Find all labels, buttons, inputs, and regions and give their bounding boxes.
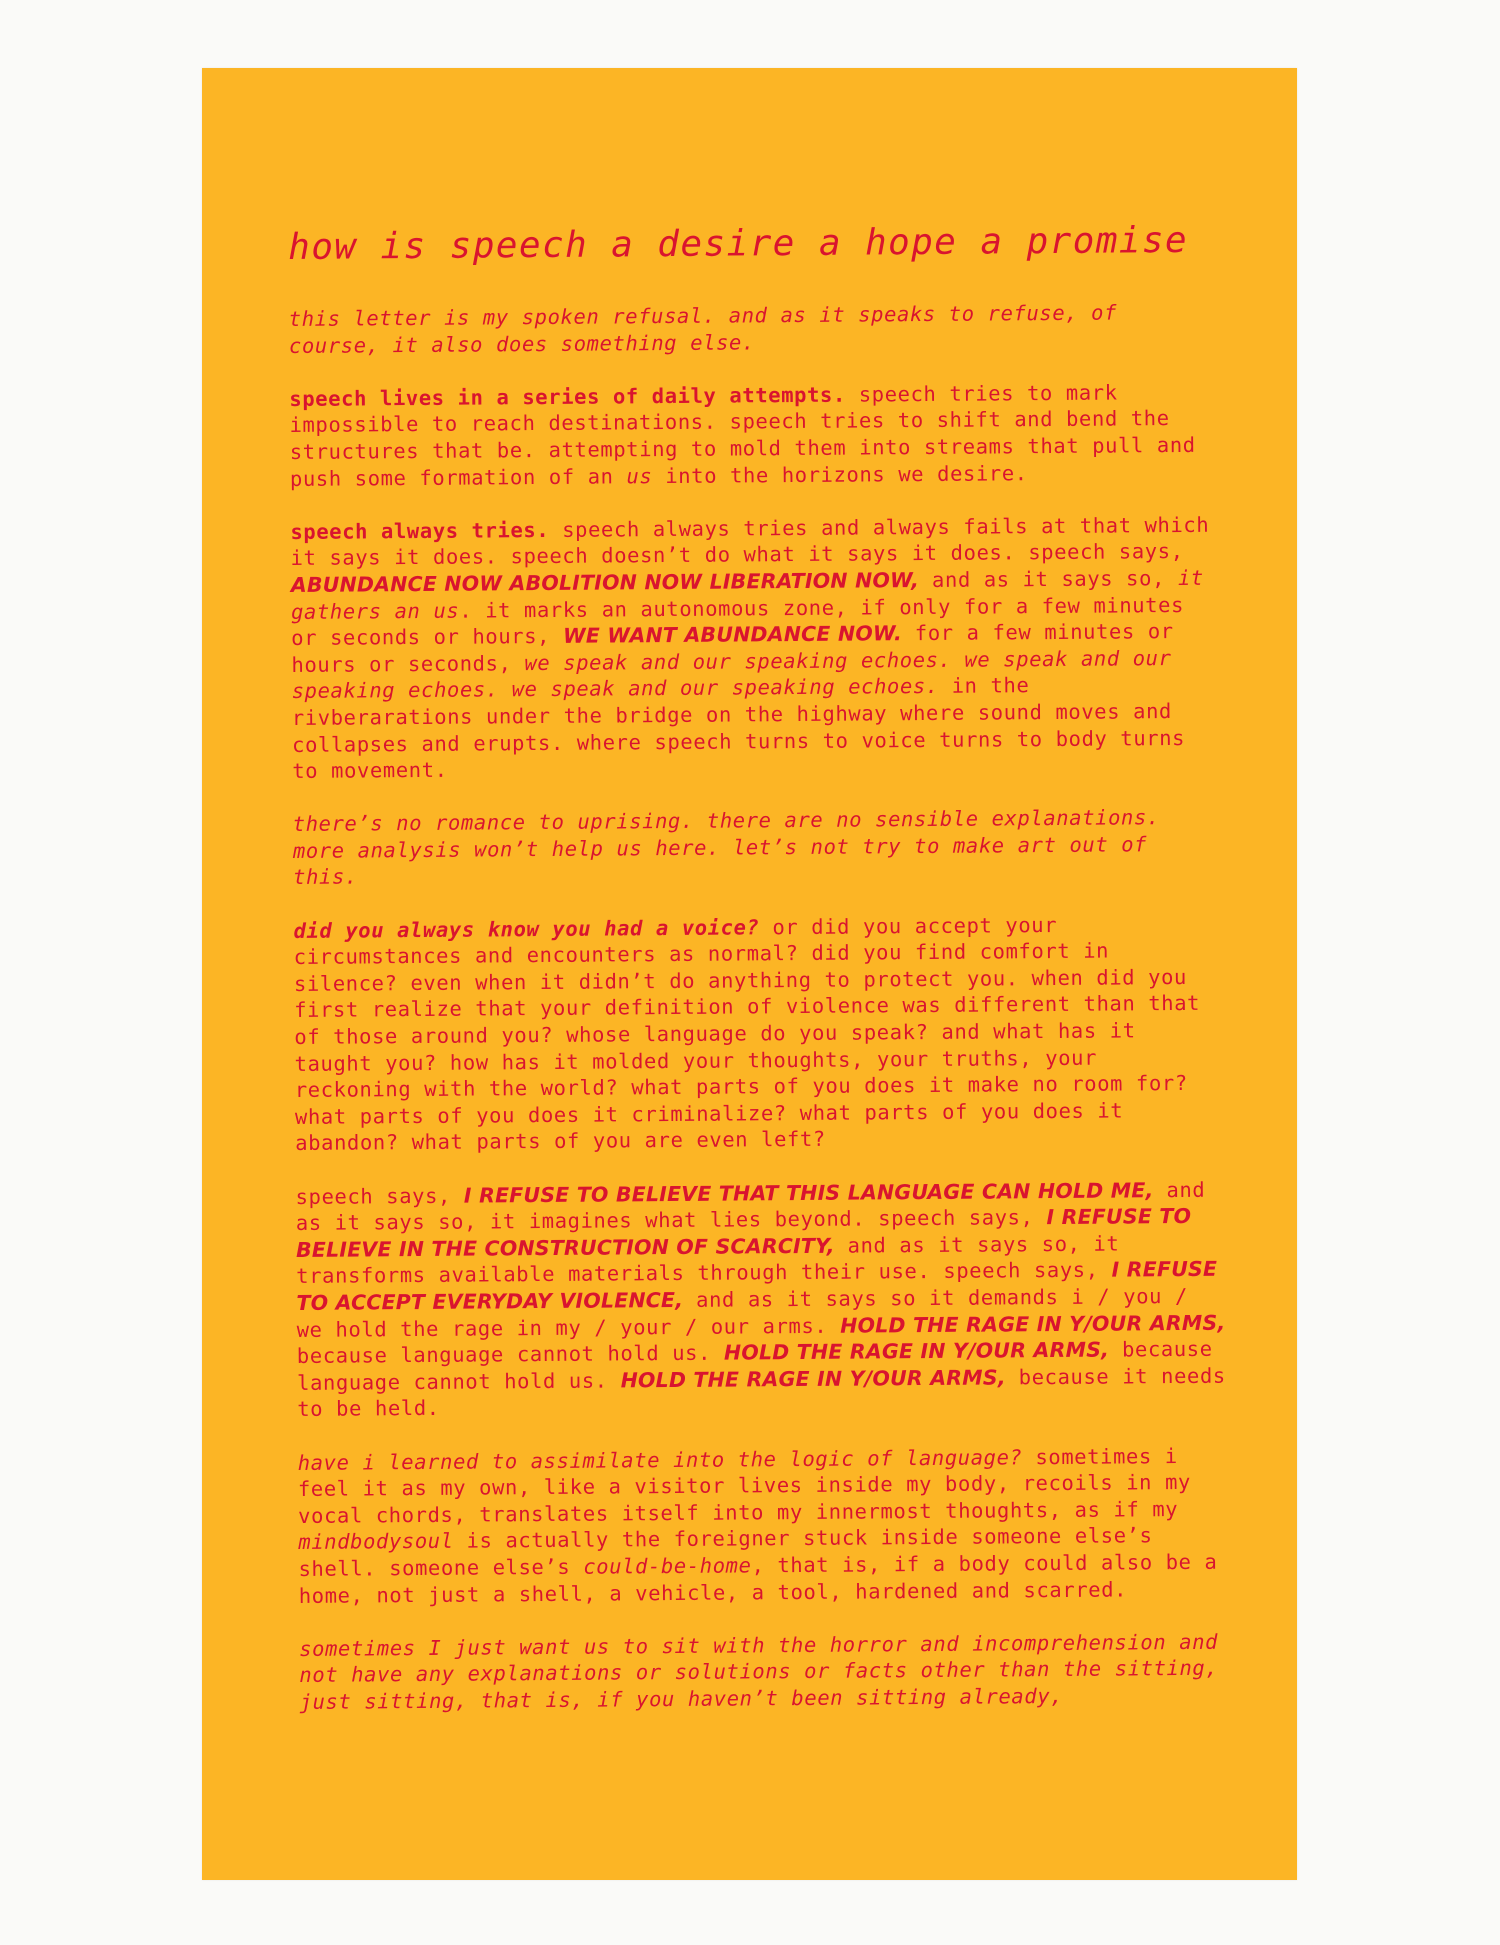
paragraph-assimilate bbox=[298, 1442, 1229, 1609]
text: is actually the foreigner stuck inside someone else’s shell. someone else’s bbox=[298, 1523, 1153, 1581]
printed-sheet bbox=[202, 68, 1297, 1880]
text: and as it says so it demands i / you / we hold the rage in my / your / our arms. bbox=[296, 1283, 1189, 1342]
paragraph-speech-says bbox=[296, 1176, 1228, 1423]
text: speech says, bbox=[295, 1183, 464, 1209]
shout-phrase: WE WANT ABUNDANCE NOW. bbox=[562, 621, 903, 648]
lead-phrase: did you always know you had a voice? bbox=[293, 914, 760, 943]
emphasis: we speak and our speaking echoes. we speak and our speaking echoes. we speak and our speaking echoes. bbox=[291, 645, 1172, 704]
emphasis: it gathers an us bbox=[290, 565, 1204, 624]
shout-phrase: HOLD THE RAGE IN Y/OUR ARMS, bbox=[723, 1337, 1110, 1365]
text: sometimes i feel it as my own, like a visitor lives inside my body, recoils in my vocal chords, translates itself into my innermost thoughts, as if my bbox=[297, 1443, 1192, 1528]
lead-phrase: speech lives in a series of daily attempts. bbox=[289, 382, 846, 411]
text: , that is, if a body could also be a home, not just a shell, a vehicle, a tool, hardened and scarred. bbox=[298, 1549, 1218, 1608]
paragraph-daily-attempts bbox=[289, 378, 1220, 492]
text: there’s no romance to uprising. there are no sensible explanations. more analysis won’t help us here. let’s not try to make art out of this. bbox=[292, 805, 1160, 890]
letter-body bbox=[288, 219, 1230, 1742]
paragraph-sitting bbox=[299, 1628, 1230, 1715]
text: or did you accept your circumstances and encounters as normal? did you find comfort in silence? even when it didn’t do anything to protect you. when did you first realize that your definition of violence was different than that of those around you? whose language do you speak? and what has it taught you? how has it molded your thoughts, your truths, your reckoning with the world? what parts of you does it make no room for? what parts of you does it criminalize? what parts of you does it abandon? what parts of you are even left? bbox=[293, 912, 1201, 1156]
shout-phrase: HOLD THE RAGE IN Y/OUR ARMS, bbox=[620, 1365, 1006, 1393]
emphasis: have i learned to assimilate into the logic of language? bbox=[297, 1444, 1023, 1475]
emphasis: us bbox=[626, 463, 653, 488]
emphasis: could-be-home bbox=[583, 1553, 752, 1579]
text: and as it says so, it transforms available materials through their use. speech says, bbox=[296, 1231, 1120, 1289]
paragraph-voice-questions bbox=[293, 910, 1225, 1157]
shout-phrase: I REFUSE TO BELIEVE IN THE CONSTRUCTION OF SCARCITY, bbox=[295, 1204, 1192, 1262]
text: and as it says so, bbox=[918, 565, 1178, 592]
text: because language cannot hold us. bbox=[296, 1336, 1213, 1395]
emphasis: mindbodysoul bbox=[298, 1529, 454, 1555]
text: for a few minutes or hours or seconds, bbox=[291, 619, 1174, 677]
paragraph-spoken-refusal bbox=[289, 299, 1219, 359]
paragraph-no-romance bbox=[293, 804, 1224, 891]
text: in the rivberarations under the bridge on the highway where sound moves and collapses and erupts. where speech turns to voice turns to body turns to movement. bbox=[291, 673, 1186, 784]
page-title: how is speech a desire a hope a promise bbox=[288, 219, 1189, 268]
lead-phrase: speech always tries. bbox=[290, 517, 550, 544]
text: because language cannot hold us. bbox=[296, 1340, 725, 1369]
text: . it marks an autonomous zone, if only for a few minutes or seconds or hours, bbox=[291, 592, 1185, 651]
text: sometimes I just want us to sit with the horror and incomprehension and not have any explanations or solutions or facts other than the sitting, just sitting, that is, if you haven’t been sitting already, bbox=[299, 1629, 1219, 1714]
text: into the horizons we desire. bbox=[652, 460, 1028, 488]
text: speech tries to mark impossible to reach destinations. speech tries to shift and bend the structures that be. attempting to mold them into streams that pull and push some formation of an bbox=[289, 380, 1196, 491]
text: because it needs to be held. bbox=[297, 1363, 1226, 1422]
shout-phrase: I REFUSE TO ACCEPT EVERYDAY VIOLENCE, bbox=[296, 1257, 1218, 1315]
text: this letter is my spoken refusal. and as it speaks to refuse, of course, it also does something else. bbox=[288, 300, 1118, 358]
shout-phrase: I REFUSE TO BELIEVE THAT THIS LANGUAGE CAN HOLD ME, bbox=[463, 1177, 1154, 1208]
text: and as it says so, it imagines what lies beyond. speech says, bbox=[295, 1177, 1206, 1236]
paragraph-speech-always-tries bbox=[290, 511, 1222, 784]
text: speech always tries and always fails at that which it says it does. speech doesn’t do what it says it does. speech says, bbox=[290, 512, 1210, 571]
shout-phrase: HOLD THE RAGE IN Y/OUR ARMS, bbox=[840, 1310, 1226, 1338]
shout-phrase: ABUNDANCE NOW ABOLITION NOW LIBERATION NOW, bbox=[290, 567, 920, 597]
